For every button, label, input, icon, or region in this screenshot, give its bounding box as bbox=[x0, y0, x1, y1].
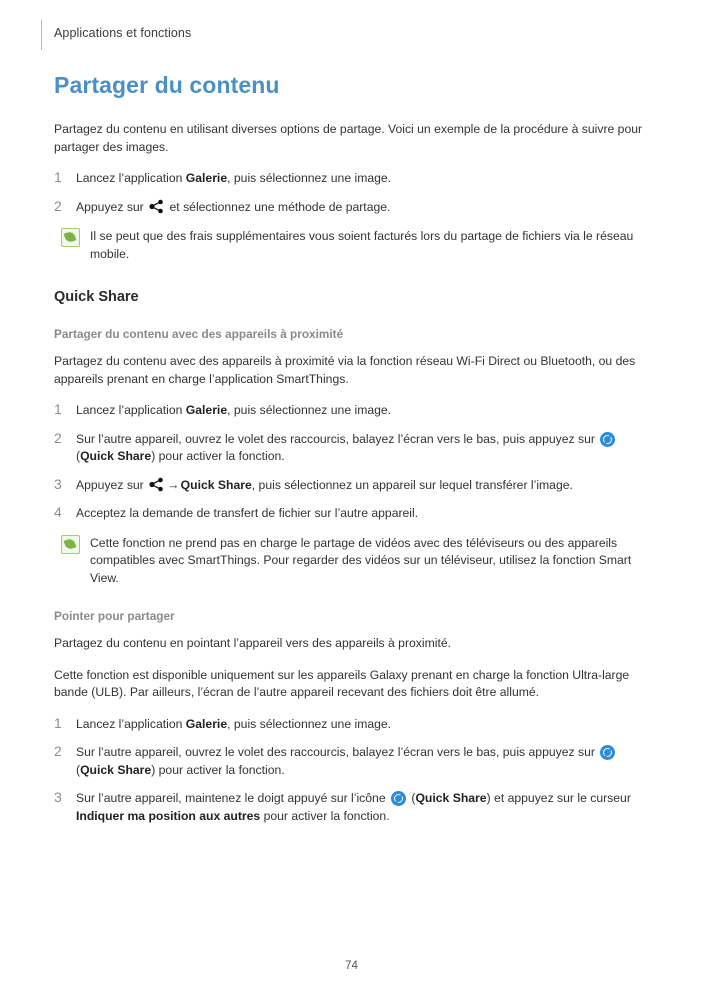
step-item: 1 Lancez l’application Galerie, puis sélectionnez une image. bbox=[54, 401, 392, 417]
header-title: Applications et fonctions bbox=[54, 26, 192, 40]
subsection-heading-nearby: Partager du contenu avec des appareils à proximité bbox=[54, 327, 344, 341]
intro-paragraph: Partagez du contenu en utilisant diverses options de partage. Voici un exemple de la procédure à suivre pour partager des images. bbox=[54, 122, 643, 154]
step-item: 2 Sur l’autre appareil, ouvrez le volet des raccourcis, balayez l’écran vers le bas, puis appuyez sur (Quick Share) pour activer la fonction. bbox=[54, 744, 649, 779]
step-number: 3 bbox=[54, 789, 62, 805]
page-title: Partager du contenu bbox=[54, 72, 280, 98]
emphasis-text: Galerie bbox=[185, 403, 228, 417]
note-icon bbox=[61, 535, 80, 554]
point-to-share-steps-list bbox=[54, 716, 649, 826]
note-text: Cette fonction ne prend pas en charge le partage de vidéos avec des téléviseurs ou des appareils compatibles avec SmartThings. Pour regarder des vidéos sur un téléviseur, utilisez la fonction Smart View. bbox=[90, 535, 632, 585]
quick-share-icon bbox=[600, 745, 615, 760]
share-icon bbox=[149, 477, 164, 492]
step-number: 2 bbox=[54, 429, 62, 446]
step-number: 3 bbox=[54, 475, 62, 492]
step-number: 1 bbox=[54, 169, 62, 185]
point-to-share-paragraph-2: Cette fonction est disponible uniquement sur les appareils Galaxy prenant en charge la fonction Ultra-large bande (ULB). Par ailleurs, l’écran de l’autre appareil recevant des fichiers doit être allumé. bbox=[54, 667, 630, 699]
emphasis-text: Quick Share bbox=[80, 449, 152, 463]
emphasis-text: Quick Share bbox=[80, 762, 152, 777]
emphasis-text: Galerie bbox=[185, 171, 228, 185]
page-content bbox=[54, 72, 649, 836]
note-icon bbox=[61, 228, 80, 247]
step-item: 2 Sur l’autre appareil, ouvrez le volet des raccourcis, balayez l’écran vers le bas, puis appuyez sur (Quick Share) pour activer la fonction. bbox=[54, 431, 649, 466]
nearby-steps-list bbox=[54, 402, 649, 523]
emphasis-text: Galerie bbox=[185, 716, 228, 731]
page-footer bbox=[0, 960, 703, 972]
step-number: 4 bbox=[54, 504, 62, 520]
arrow-separator: → bbox=[167, 477, 180, 492]
page-header bbox=[54, 20, 649, 54]
step-number: 2 bbox=[54, 743, 62, 759]
nearby-paragraph: Partagez du contenu avec des appareils à proximité via la fonction réseau Wi-Fi Direct ou Bluetooth, ou des appareils prenant en charge l’application SmartThings. bbox=[54, 354, 636, 386]
note-block-1 bbox=[54, 228, 649, 263]
note-text: Il se peut que des frais supplémentaires vous soient facturés lors du partage de fichiers via le réseau mobile. bbox=[90, 229, 634, 261]
quick-share-icon bbox=[600, 432, 615, 447]
share-icon bbox=[149, 199, 164, 214]
step-item: 2 Appuyez sur et sélectionnez une méthode de partage. bbox=[54, 197, 391, 214]
note-block-2 bbox=[54, 535, 649, 588]
subsection-heading-point-to-share: Pointer pour partager bbox=[54, 609, 175, 623]
step-item: 1 Lancez l’application Galerie, puis sélectionnez une image. bbox=[54, 714, 392, 731]
header-divider bbox=[41, 20, 42, 50]
step-number: 1 bbox=[54, 401, 62, 417]
step-item: 4 Acceptez la demande de transfert de fichier sur l’autre appareil. bbox=[54, 504, 419, 520]
step-item: 3 Appuyez sur →Quick Share, puis sélectionnez un appareil sur lequel transférer l’image. bbox=[54, 475, 573, 492]
emphasis-text: Indiquer ma position aux autres bbox=[76, 808, 261, 823]
point-to-share-paragraph-1: Partagez du contenu en pointant l’appareil vers des appareils à proximité. bbox=[54, 636, 452, 650]
page-number: 74 bbox=[345, 960, 358, 972]
quick-share-icon bbox=[391, 791, 406, 806]
emphasis-text: Quick Share bbox=[180, 477, 252, 492]
intro-steps-list bbox=[54, 170, 649, 216]
step-number: 1 bbox=[54, 714, 62, 731]
step-item: 3 Sur l’autre appareil, maintenez le doigt appuyé sur l’icône (Quick Share) et appuyez sur le curseur Indiquer ma position aux autres pour activer la fonction. bbox=[54, 789, 631, 823]
step-item: 1 Lancez l’application Galerie, puis sélectionnez une image. bbox=[54, 169, 392, 185]
section-heading-quick-share: Quick Share bbox=[54, 289, 139, 305]
step-number: 2 bbox=[54, 197, 62, 214]
emphasis-text: Quick Share bbox=[415, 791, 487, 805]
